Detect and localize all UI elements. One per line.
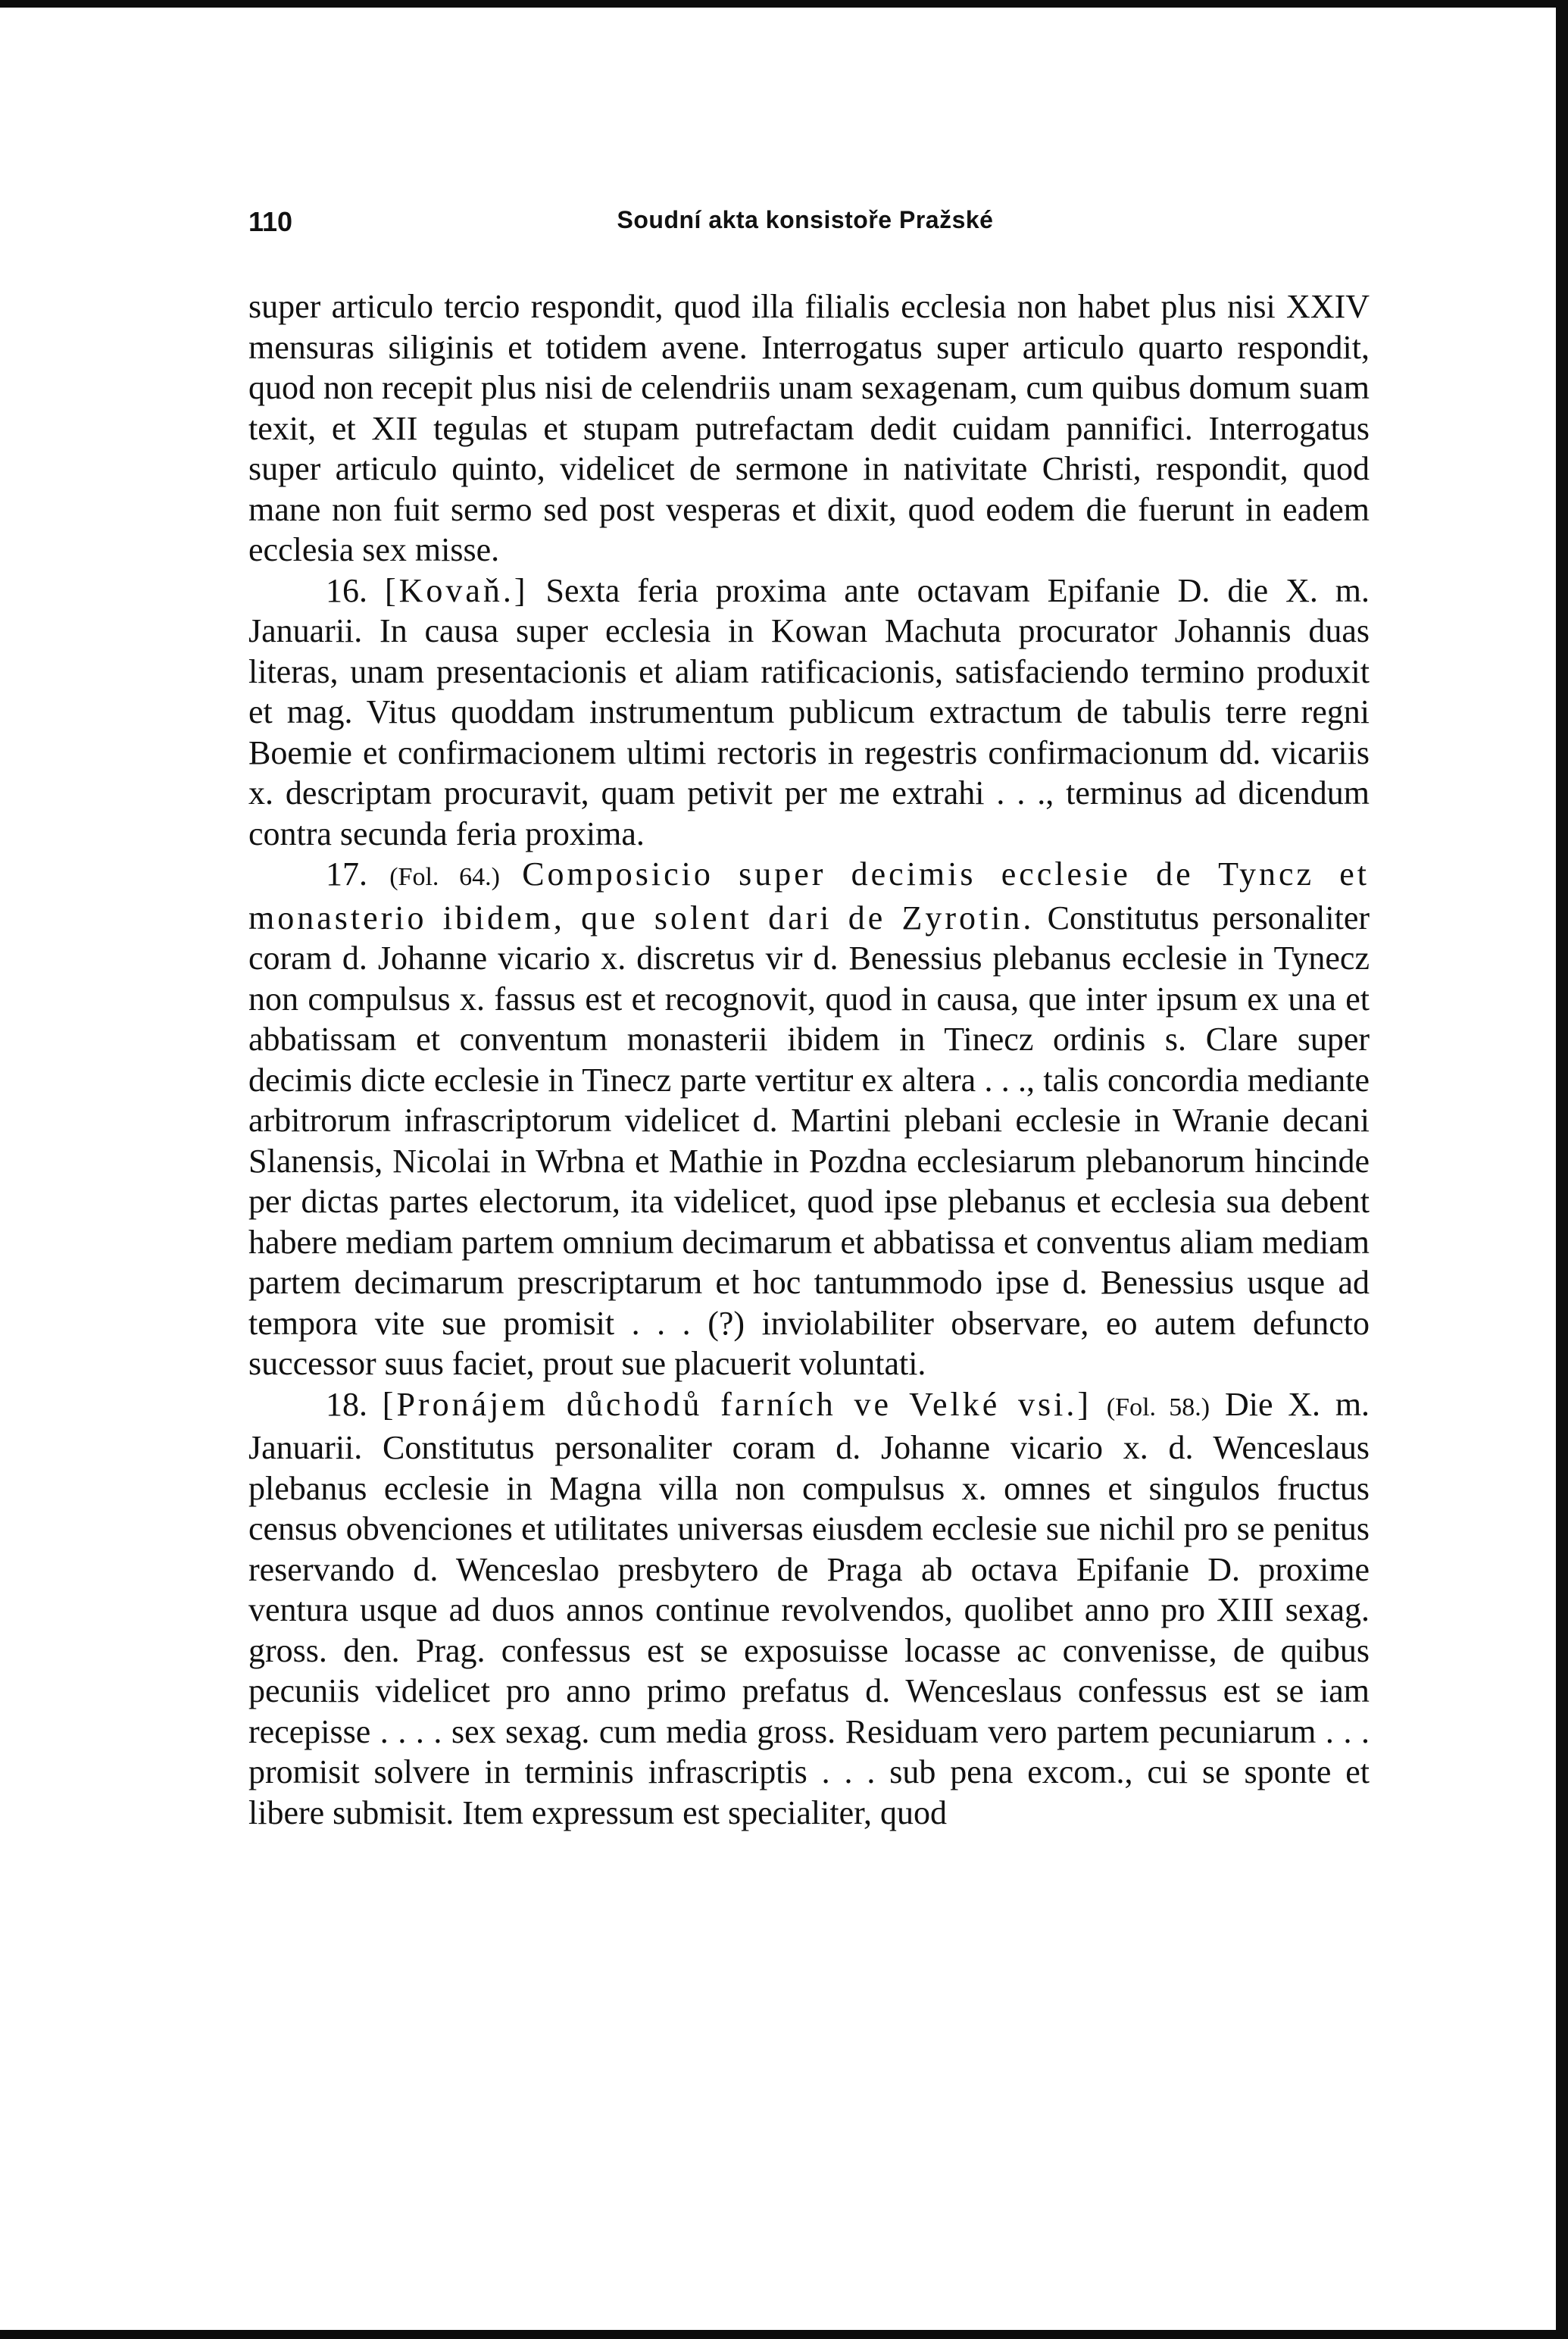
page-number: 110 (248, 206, 293, 237)
scan-border-top (0, 0, 1568, 8)
entry-16-text: Sexta feria proxima ante octavam Epifanie D. die X. m. Januarii. In causa super ecclesia in Kowan Machuta procurator Johannis duas literas, unam presentacionis et aliam ratificacionis, satisfaciendo termino produxit et mag. Vitus quoddam instrumentum publicum extractum de tabulis terre regni Boemie et confirmacionem ultimi rectoris in regestris confirmacionum dd. vicariis x. descriptam procuravit, quam petivit per me extrahi . . ., terminus ad dicendum contra secunda feria proxima. (248, 571, 1370, 852)
page-header (248, 206, 1362, 244)
entry-17-text: Constitutus personaliter coram d. Johanne vicario x. discretus vir d. Benessius plebanus ecclesie in Tynecz non compulsus x. fassus est et recognovit, quod in causa, que inter ipsum ex una et abbatissam et conventum monasterii ibidem in Tinecz ordinis s. Clare super decimis dicte ecclesie in Tinecz parte vertitur ex altera . . ., talis concordia mediante arbitrorum infrascriptorum videlicet d. Martini plebani ecclesie in Wranie decani Slanensis, Nicolai in Wrbna et Mathie in Pozdna ecclesiarum plebanorum hincinde per dictas partes electorum, ita videlicet, quod ipse plebanus et ecclesia sua debent habere mediam partem omnium decimarum et abbatissa et conventus aliam mediam partem decimarum prescriptarum et hoc tantummodo ipse d. Benessius usque ad tempora vite sue promisit . . . (?) inviolabiliter observare, eo autem defuncto successor suus faciet, prout sue placuerit voluntati. (248, 899, 1370, 1382)
paragraph-continuation: super articulo tercio respondit, quod illa filialis ecclesia non habet plus nisi XXIV mensuras siliginis et totidem avene. Interrogatus super articulo quarto respondit, quod non recepit plus nisi de celendriis unam sexagenam, cum quibus domum suam texit, et XII tegulas et stupam putrefactam dedit cuidam pannifici. Interrogatus super articulo quinto, videlicet de sermone in nativitate Christi, respondit, quod mane non fuit sermo sed post vesperas et dixit, quod eodem die fuerunt in eadem ecclesia sex misse. (248, 288, 1370, 568)
entry-17-title: Composicio super decimis ecclesie de Tyncz et monasterio ibidem, que solent dari de Zyrotin. (248, 855, 1370, 937)
entry-18-text: Die X. m. Januarii. Constitutus personaliter coram d. Johanne vicario x. d. Wenceslaus plebanus ecclesie in Magna villa non compulsus x. omnes et singulos fructus census obvenciones et utilitates universas eiusdem ecclesie sue nichil pro se penitus reservando d. Wenceslao presbytero de Praga ab octava Epifanie D. proxime ventura usque ad duos annos continue revolvendos, quolibet anno pro XIII sexag. gross. den. Prag. confessus est se exposuisse locasse ac convenisse, de quibus pecuniis videlicet pro anno primo prefatus d. Wenceslaus confessus est se iam recepisse . . . . sex sexag. cum media gross. Residuam vero partem pecuniarum . . . promisit solvere in terminis infrascriptis . . . sub pena excom., cui se sponte et libere submisit. Item expressum est specialiter, quod (248, 1385, 1370, 1831)
entry-16 (248, 571, 1370, 855)
entry-18 (248, 1384, 1370, 1834)
entry-18-title: [Pronájem důchodů farních ve Velké vsi.] (382, 1385, 1092, 1423)
entry-16-title: [Kovaň.] (384, 571, 529, 609)
entry-18-number: 18. (326, 1385, 367, 1423)
entry-18-folio: (Fol. 58.) (1106, 1393, 1210, 1421)
entry-17-number: 17. (326, 855, 367, 893)
page-body (248, 286, 1370, 1833)
entry-16-number: 16. (326, 571, 367, 609)
entry-17 (248, 854, 1370, 1384)
scan-border-bottom (0, 2330, 1568, 2339)
entry-17-folio: (Fol. 64.) (389, 863, 500, 891)
scan-border-right (1556, 0, 1568, 2339)
running-title: Soudní akta konsistoře Pražské (617, 206, 994, 233)
